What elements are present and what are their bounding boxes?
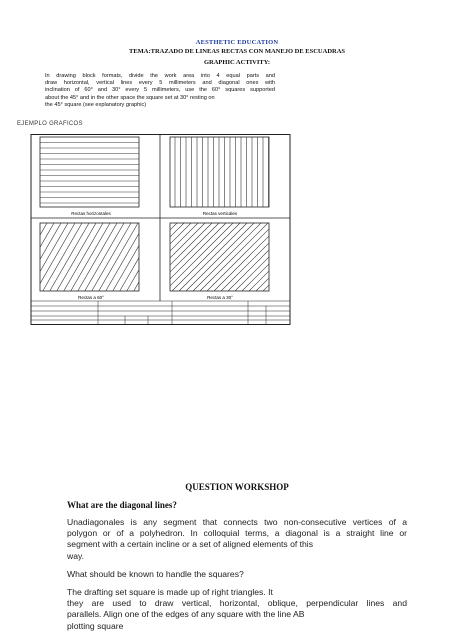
answer-2-paragraph xyxy=(67,587,407,632)
hatch-line xyxy=(193,223,261,291)
question-1: What are the diagonal lines? xyxy=(67,500,177,510)
example-label: EJEMPLO GRAFICOS xyxy=(17,121,83,127)
hatch-line xyxy=(30,223,47,291)
hatch-line xyxy=(109,223,177,291)
instruction-line: inclination of 60° and 30° every 5 millimeters, use the 60° squares supported xyxy=(45,87,275,94)
hatch-line xyxy=(158,223,226,291)
answer-1-line: way. xyxy=(67,550,85,561)
hatch-line xyxy=(165,223,233,291)
caption-vertical: Rectas verticales xyxy=(202,211,238,216)
hatch-line xyxy=(179,223,247,291)
hatch-line xyxy=(137,223,205,291)
theme-title: TEMA:TRAZADO DE LINEAS RECTAS CON MANEJO DE ESCUADRAS xyxy=(128,48,346,55)
answer-1-paragraph xyxy=(67,517,407,562)
instruction-line: the 45° square (see explanatory graphic) xyxy=(45,101,147,108)
hatch-line xyxy=(144,223,212,291)
explanatory-graphic xyxy=(30,134,292,326)
panel-30-degree-lines xyxy=(102,223,292,291)
answer-1-line: segment with a certain incline or a set of aligned elements of this xyxy=(67,539,314,550)
instruction-line: about the 45° and in the other space the square set at 30° resting on xyxy=(45,94,215,101)
activity-title: GRAPHIC ACTIVITY: xyxy=(203,59,271,66)
instruction-line: In drawing block formats, divide the work area into 4 equal parts and xyxy=(45,73,275,79)
hatch-line xyxy=(200,223,268,291)
hatch-line xyxy=(30,223,54,291)
instruction-line: draw horizontal, vertical lines every 5 millimeters and diagonal ones with xyxy=(45,80,275,87)
sheet-border xyxy=(31,135,290,325)
course-title: AESTHETIC EDUCATION xyxy=(195,39,279,46)
hatch-line xyxy=(214,223,282,291)
hatch-line xyxy=(263,223,292,291)
answer-2-line: parallels. Align one of the edges of any square with the line AB xyxy=(67,609,305,620)
workshop-title: QUESTION WORKSHOP xyxy=(185,482,289,492)
answer-2-line: they are used to draw vertical, horizontal, oblique, perpendicular lines and xyxy=(67,598,407,609)
hatch-line xyxy=(256,223,292,291)
panel-60-degree-lines xyxy=(30,223,180,291)
hatch-line xyxy=(116,223,184,291)
hatch-line xyxy=(186,223,254,291)
answer-2-line: The drafting set square is made up of right triangles. It xyxy=(67,587,273,597)
caption-30: Rectas a 30° xyxy=(207,295,233,300)
answer-1-line: Unadiagonales is any segment that connects two non-consecutive vertices of a xyxy=(67,517,407,527)
question-2: What should be known to handle the squares? xyxy=(67,569,244,579)
answer-2-line: plotting square xyxy=(67,620,124,631)
hatch-line xyxy=(134,223,173,291)
hatch-line xyxy=(242,223,292,291)
hatch-line xyxy=(207,223,275,291)
hatch-line xyxy=(249,223,292,291)
hatch-line xyxy=(151,223,219,291)
hatch-line xyxy=(130,223,198,291)
hatch-line xyxy=(172,223,240,291)
hatch-line xyxy=(221,223,289,291)
panel-horizontal-lines xyxy=(40,137,139,207)
instructions-paragraph xyxy=(45,73,275,109)
caption-60: Rectas a 60° xyxy=(78,295,104,300)
answer-1-line: polygon or of a polyhedron. In colloquial terms, a diagonal is a straight line or xyxy=(67,528,407,539)
hatch-line xyxy=(30,223,61,291)
caption-horizontal: Rectas horizontales xyxy=(71,211,111,216)
hatch-line xyxy=(228,223,292,291)
hatch-line xyxy=(123,223,191,291)
panel-vertical-lines xyxy=(170,137,269,207)
title-block xyxy=(31,301,290,325)
hatch-line xyxy=(270,223,292,291)
